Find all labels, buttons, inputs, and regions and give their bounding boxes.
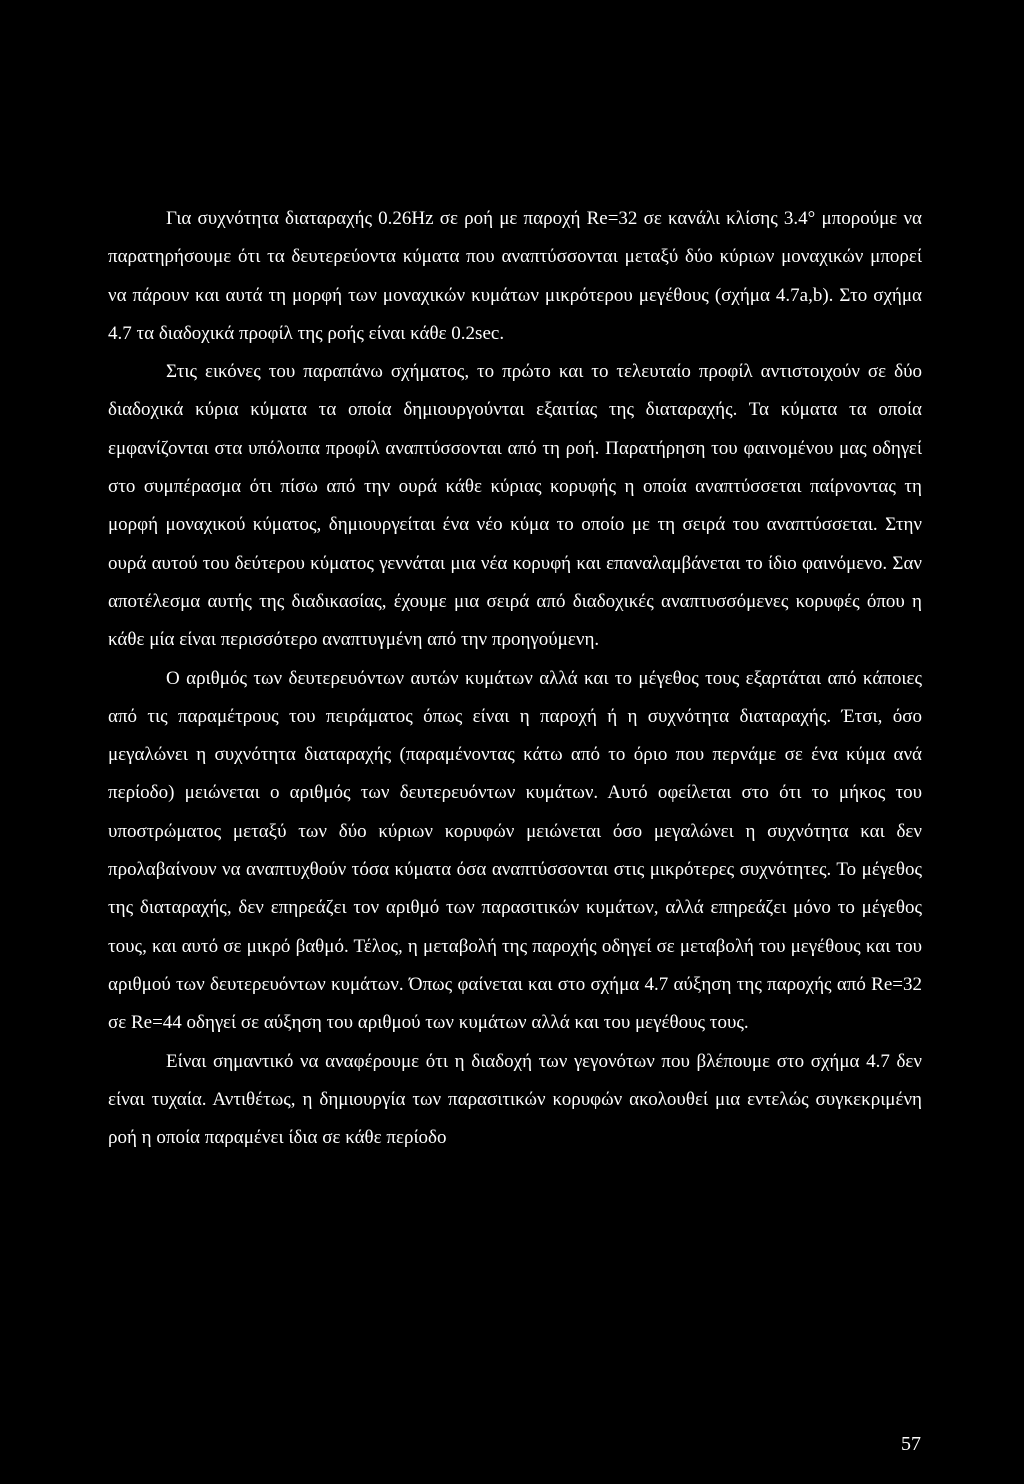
- page-number: 57: [901, 1433, 921, 1455]
- paragraph-4: Είναι σημαντικό να αναφέρουμε ότι η διαδοχή των γεγονότων που βλέπουμε στο σχήμα 4.7 δεν είναι τυχαία. Αντιθέτως, η δημιουργία των παρασιτικών κορυφών ακολουθεί μια εντελώς συγκεκριμένη ροή η οποία παραμένει ίδια σε κάθε περίοδο: [108, 1050, 922, 1149]
- paragraph-2: Στις εικόνες του παραπάνω σχήματος, το πρώτο και το τελευταίο προφίλ αντιστοιχούν σε δύο διαδοχικά κύρια κύματα τα οποία δημιουργούνται εξαιτίας της διαταραχής. Τα κύματα τα οποία εμφανίζονται στα υπόλοιπα προφίλ αναπτύσσονται από τη ροή. Παρατήρηση του φαινομένου μας οδηγεί στο συμπέρασμα ότι πίσω από την ουρά κάθε κύριας κορυφής η οποία αναπτύσσεται παίρνοντας τη μορφή μοναχικού κύματος, δημιουργείται ένα νέο κύμα το οποίο με τη σειρά του αναπτύσσεται. Στην ουρά αυτού του δεύτερου κύματος γεννάται μια νέα κορυφή και επαναλαμβάνεται το ίδιο φαινόμενο. Σαν αποτέλεσμα αυτής της διαδικασίας, έχουμε μια σειρά από διαδοχικές αναπτυσσόμενες κορυφές όπου η κάθε μία είναι περισσότερο αναπτυγμένη από την προηγούμενη.: [108, 361, 922, 651]
- paragraph-3: Ο αριθμός των δευτερευόντων αυτών κυμάτων αλλά και το μέγεθος τους εξαρτάται από κάποιες από τις παραμέτρους του πειράματος όπως είναι η παροχή ή η συχνότητα διαταραχής. Έτσι, όσο μεγαλώνει η συχνότητα διαταραχής (παραμένοντας κάτω από το όριο που περνάμε σε ένα κύμα ανά περίοδο) μειώνεται ο αριθμός των δευτερευόντων κυμάτων. Αυτό οφείλεται στο ότι το μήκος του υποστρώματος μεταξύ των δύο κύριων κορυφών μειώνεται όσο μεγαλώνει η συχνότητα και δεν προλαβαίνουν να αναπτυχθούν τόσα κύματα όσα αναπτύσσονται στις μικρότερες συχνότητες. Το μέγεθος της διαταραχής, δεν επηρεάζει τον αριθμό των παρασιτικών κυμάτων, αλλά επηρεάζει μόνο το μέγεθος τους, και αυτό σε μικρό βαθμό. Τέλος, η μεταβολή της παροχής οδηγεί σε μεταβολή του μεγέθους και του αριθμού των δευτερευόντων κυμάτων. Όπως φαίνεται και στο σχήμα 4.7 αύξηση της παροχής από Re=32 σε Re=44 οδηγεί σε αύξηση του αριθμού των κυμάτων αλλά και του μεγέθους τους.: [108, 667, 922, 1034]
- paragraph-1: Για συχνότητα διαταραχής 0.26Hz σε ροή με παροχή Re=32 σε κανάλι κλίσης 3.4° μπορούμε να παρατηρήσουμε ότι τα δευτερεύοντα κύματα που αναπτύσσονται μεταξύ δύο κύριων μοναχικών μπορεί να πάρουν και αυτά τη μορφή των μοναχικών κυμάτων μικρότερου μεγέθους (σχήμα 4.7a,b). Στο σχήμα 4.7 τα διαδοχικά προφίλ της ροής είναι κάθε 0.2sec.: [108, 208, 922, 344]
- body-text: [108, 200, 922, 1157]
